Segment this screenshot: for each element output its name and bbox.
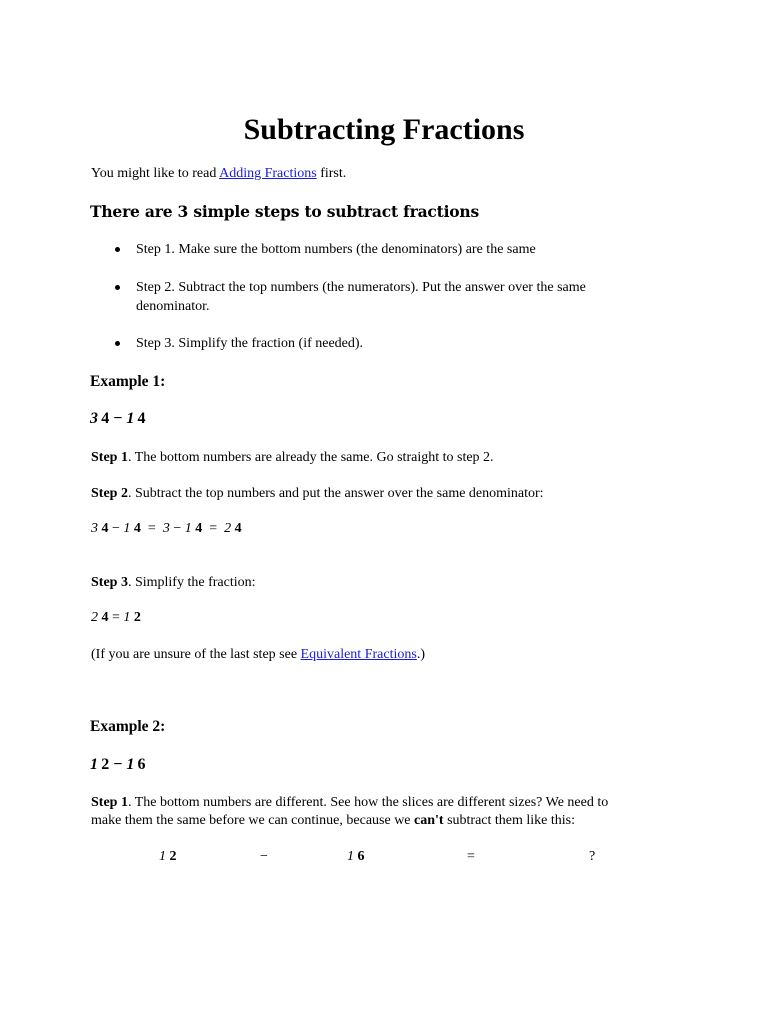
example1-heading: Example 1: [90, 373, 166, 390]
example2-step1-line1 [91, 794, 608, 812]
adding-fractions-link[interactable]: Adding Fractions [219, 166, 317, 181]
example2-equals-sign: = [467, 849, 475, 864]
example2-step1-line2 [91, 812, 575, 830]
example2-problem [90, 756, 146, 774]
page-title: Subtracting Fractions [243, 113, 525, 146]
example1-step2 [91, 485, 544, 503]
note-suffix: .) [416, 647, 425, 662]
bullet-marker [115, 285, 120, 290]
intro-prefix: You might like to read [91, 166, 220, 181]
example2-heading: Example 2: [90, 718, 166, 735]
minus-sign: − [108, 521, 124, 536]
fraction-numerator: 1 [159, 849, 166, 864]
example1-note [91, 646, 425, 664]
intro-line [91, 165, 346, 183]
example2-fraction-1 [159, 849, 177, 865]
fraction-denominator: 6 [357, 849, 365, 864]
fraction-numerator: 1 [90, 756, 98, 773]
fraction-numerator: 2 [224, 521, 232, 536]
fraction-numerator: 1 [123, 521, 131, 536]
step-label: Step 1 [91, 450, 128, 465]
fraction-numerator: 1 [347, 849, 354, 864]
intro-suffix: first. [316, 166, 347, 181]
step-text: make them the same before we can continue, because we [91, 813, 415, 828]
steps-heading: There are 3 simple steps to subtract fractions [90, 202, 480, 221]
bullet-marker [115, 247, 120, 252]
step-text: subtract them like this: [443, 813, 576, 828]
example2-minus-sign: − [260, 849, 268, 864]
fraction-numerator: 3 [91, 521, 98, 536]
step-label: Step 1 [91, 795, 128, 810]
fraction-numerator: 1 [184, 521, 192, 536]
example2-fraction-2 [347, 849, 365, 865]
equivalent-fractions-link[interactable]: Equivalent Fractions [300, 647, 417, 662]
step-text: . The bottom numbers are different. See how the slices are different sizes? We need to [127, 795, 609, 810]
minus-sign: − [109, 756, 127, 773]
fraction-numerator: 3 [162, 521, 170, 536]
fraction-numerator: 3 [90, 410, 98, 427]
note-prefix: (If you are unsure of the last step see [91, 647, 301, 662]
step-text: . Simplify the fraction: [127, 575, 256, 590]
step-item-2-line2: denominator. [136, 299, 210, 314]
bullet-marker [115, 341, 120, 346]
example1-calculation [91, 521, 242, 537]
step-label: Step 3 [91, 575, 128, 590]
step-label: Step 2 [91, 486, 128, 501]
fraction-denominator: 2 [101, 756, 110, 773]
step-item-3: Step 3. Simplify the fraction (if needed). [136, 336, 364, 351]
minus-sign: − [109, 410, 127, 427]
fraction-denominator: 2 [169, 849, 177, 864]
fraction-denominator: 4 [137, 410, 146, 427]
minus-sign: − [169, 521, 185, 536]
step-item-2-line1: Step 2. Subtract the top numbers (the numerators). Put the answer over the same [136, 280, 586, 295]
emphasis-text: can't [414, 813, 444, 828]
fraction-numerator: 2 [91, 610, 98, 625]
fraction-denominator: 4 [133, 521, 141, 536]
step-item-1: Step 1. Make sure the bottom numbers (the denominators) are the same [136, 242, 536, 257]
example1-step3 [91, 574, 255, 592]
fraction-denominator: 2 [133, 610, 141, 625]
fraction-denominator: 4 [195, 521, 203, 536]
fraction-denominator: 6 [137, 756, 146, 773]
fraction-numerator: 1 [126, 756, 135, 773]
fraction-numerator: 1 [126, 410, 135, 427]
fraction-numerator: 1 [123, 610, 131, 625]
step-text: . The bottom numbers are already the same. Go straight to step 2. [127, 450, 494, 465]
step-text: . Subtract the top numbers and put the answer over the same denominator: [127, 486, 544, 501]
equals-sign: = [140, 521, 163, 536]
fraction-denominator: 4 [234, 521, 242, 536]
equals-sign: = [202, 521, 225, 536]
example1-step1 [91, 449, 494, 467]
fraction-denominator: 4 [101, 410, 110, 427]
fraction-denominator: 4 [101, 521, 109, 536]
example2-unknown-result: ? [589, 849, 596, 864]
example1-problem [90, 410, 146, 428]
example1-simplify [91, 610, 141, 626]
equals-sign: = [108, 610, 124, 625]
fraction-denominator: 4 [101, 610, 109, 625]
